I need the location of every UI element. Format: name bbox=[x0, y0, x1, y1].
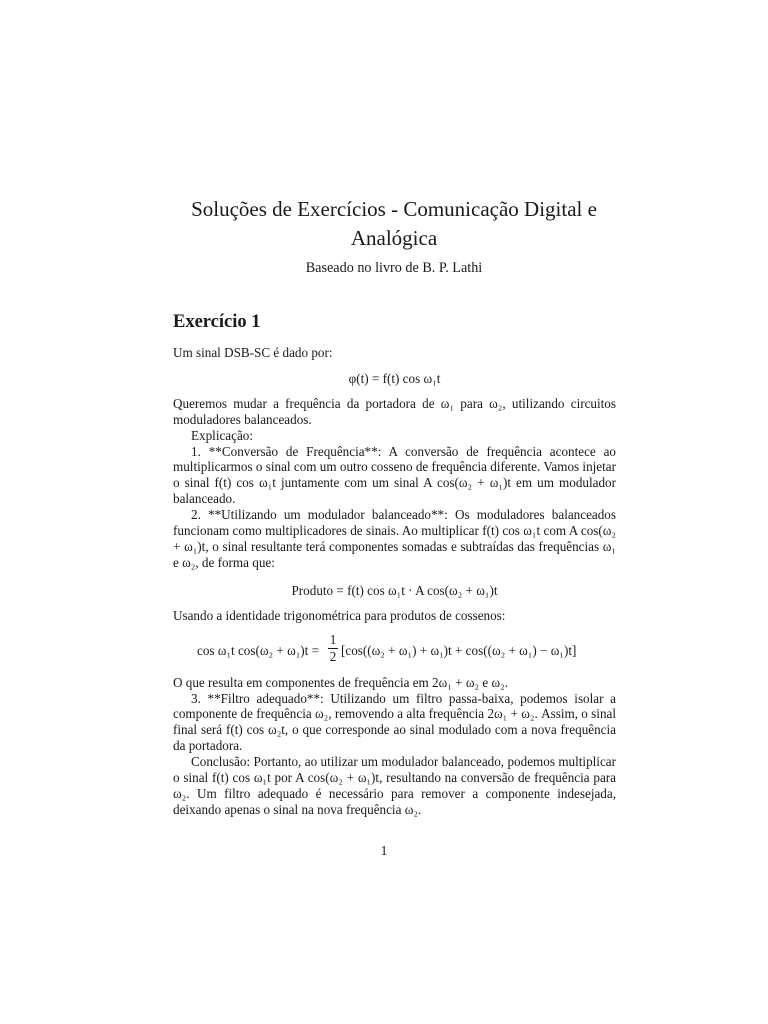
identity-lhs: cos ω₁t cos(ω₂ + ω₁)t = bbox=[197, 642, 320, 658]
identity-rhs: [cos((ω₂ + ω₁) + ω₁)t + cos((ω₂ + ω₁) − ω₁)t] bbox=[341, 642, 577, 658]
fraction-denominator: 2 bbox=[329, 648, 337, 664]
page-number: 1 bbox=[380, 843, 388, 858]
result-paragraph: O que resulta em componentes de frequência em 2ω₁ + ω₂ e ω₂. bbox=[173, 674, 508, 690]
equation-dsb-sc: φ(t) = f(t) cos ω₁t bbox=[348, 370, 441, 386]
author-line: Baseado no livro de B. P. Lathi bbox=[305, 260, 483, 276]
section-heading: Exercício 1 bbox=[173, 312, 261, 332]
equation-identity bbox=[173, 633, 616, 667]
explanation-label: Explicação: bbox=[191, 427, 254, 443]
fraction-one-half bbox=[328, 633, 338, 664]
step-1-paragraph: 1. **Conversão de Frequência**: A conversão de frequência acontece ao multiplicarmos o sinal com um outro cosseno de frequência diferente. Vamos injetar o sinal f(t) cos ω₁t juntamente com um sinal A cos(ω₂ + ω₁)t em um modulador balanceado. bbox=[173, 443, 616, 507]
document-body bbox=[173, 345, 616, 818]
identity-paragraph: Usando a identidade trigonométrica para produtos de cossenos: bbox=[173, 607, 506, 623]
document-title bbox=[140, 195, 648, 253]
conclusion-paragraph: Conclusão: Portanto, ao utilizar um modulador balanceado, podemos multiplicar o sinal f(t) cos ω₁t por A cos(ω₂ + ω₁)t, resultando na conversão de frequência para ω₂. Um filtro adequado é necessário para remover a componente indesejada, deixando apenas o sinal na nova frequência ω₂. bbox=[173, 754, 616, 817]
intro-paragraph: Um sinal DSB-SC é dado por: bbox=[173, 345, 333, 360]
title-line-1: Soluções de Exercícios - Comunicação Digital e bbox=[191, 197, 597, 221]
fraction-numerator: 1 bbox=[329, 631, 337, 647]
step-2-paragraph: 2. **Utilizando um modulador balanceado**: Os moduladores balanceados funcionam como multiplicadores de sinais. Ao multiplicar f(t) cos ω₁t com A cos(ω₂ + ω₁)t, o sinal resultante terá componentes somadas e subtraídas das frequências ω₁ e ω₂, de forma que: bbox=[173, 507, 616, 570]
title-line-2: Analógica bbox=[350, 226, 438, 250]
paragraph-objective: Queremos mudar a frequência da portadora de ω₁ para ω₂, utilizando circuitos moduladores balanceados. bbox=[173, 395, 616, 427]
step-3-paragraph: 3. **Filtro adequado**: Utilizando um filtro passa-baixa, podemos isolar a componente de frequência ω₂, removendo a alta frequência 2ω₁ + ω₂. Assim, o sinal final será f(t) cos ω₂t, o que corresponde ao sinal modulado com a nova frequência da portadora. bbox=[173, 690, 616, 754]
equation-product: Produto = f(t) cos ω₁t · A cos(ω₂ + ω₁)t bbox=[291, 582, 498, 598]
